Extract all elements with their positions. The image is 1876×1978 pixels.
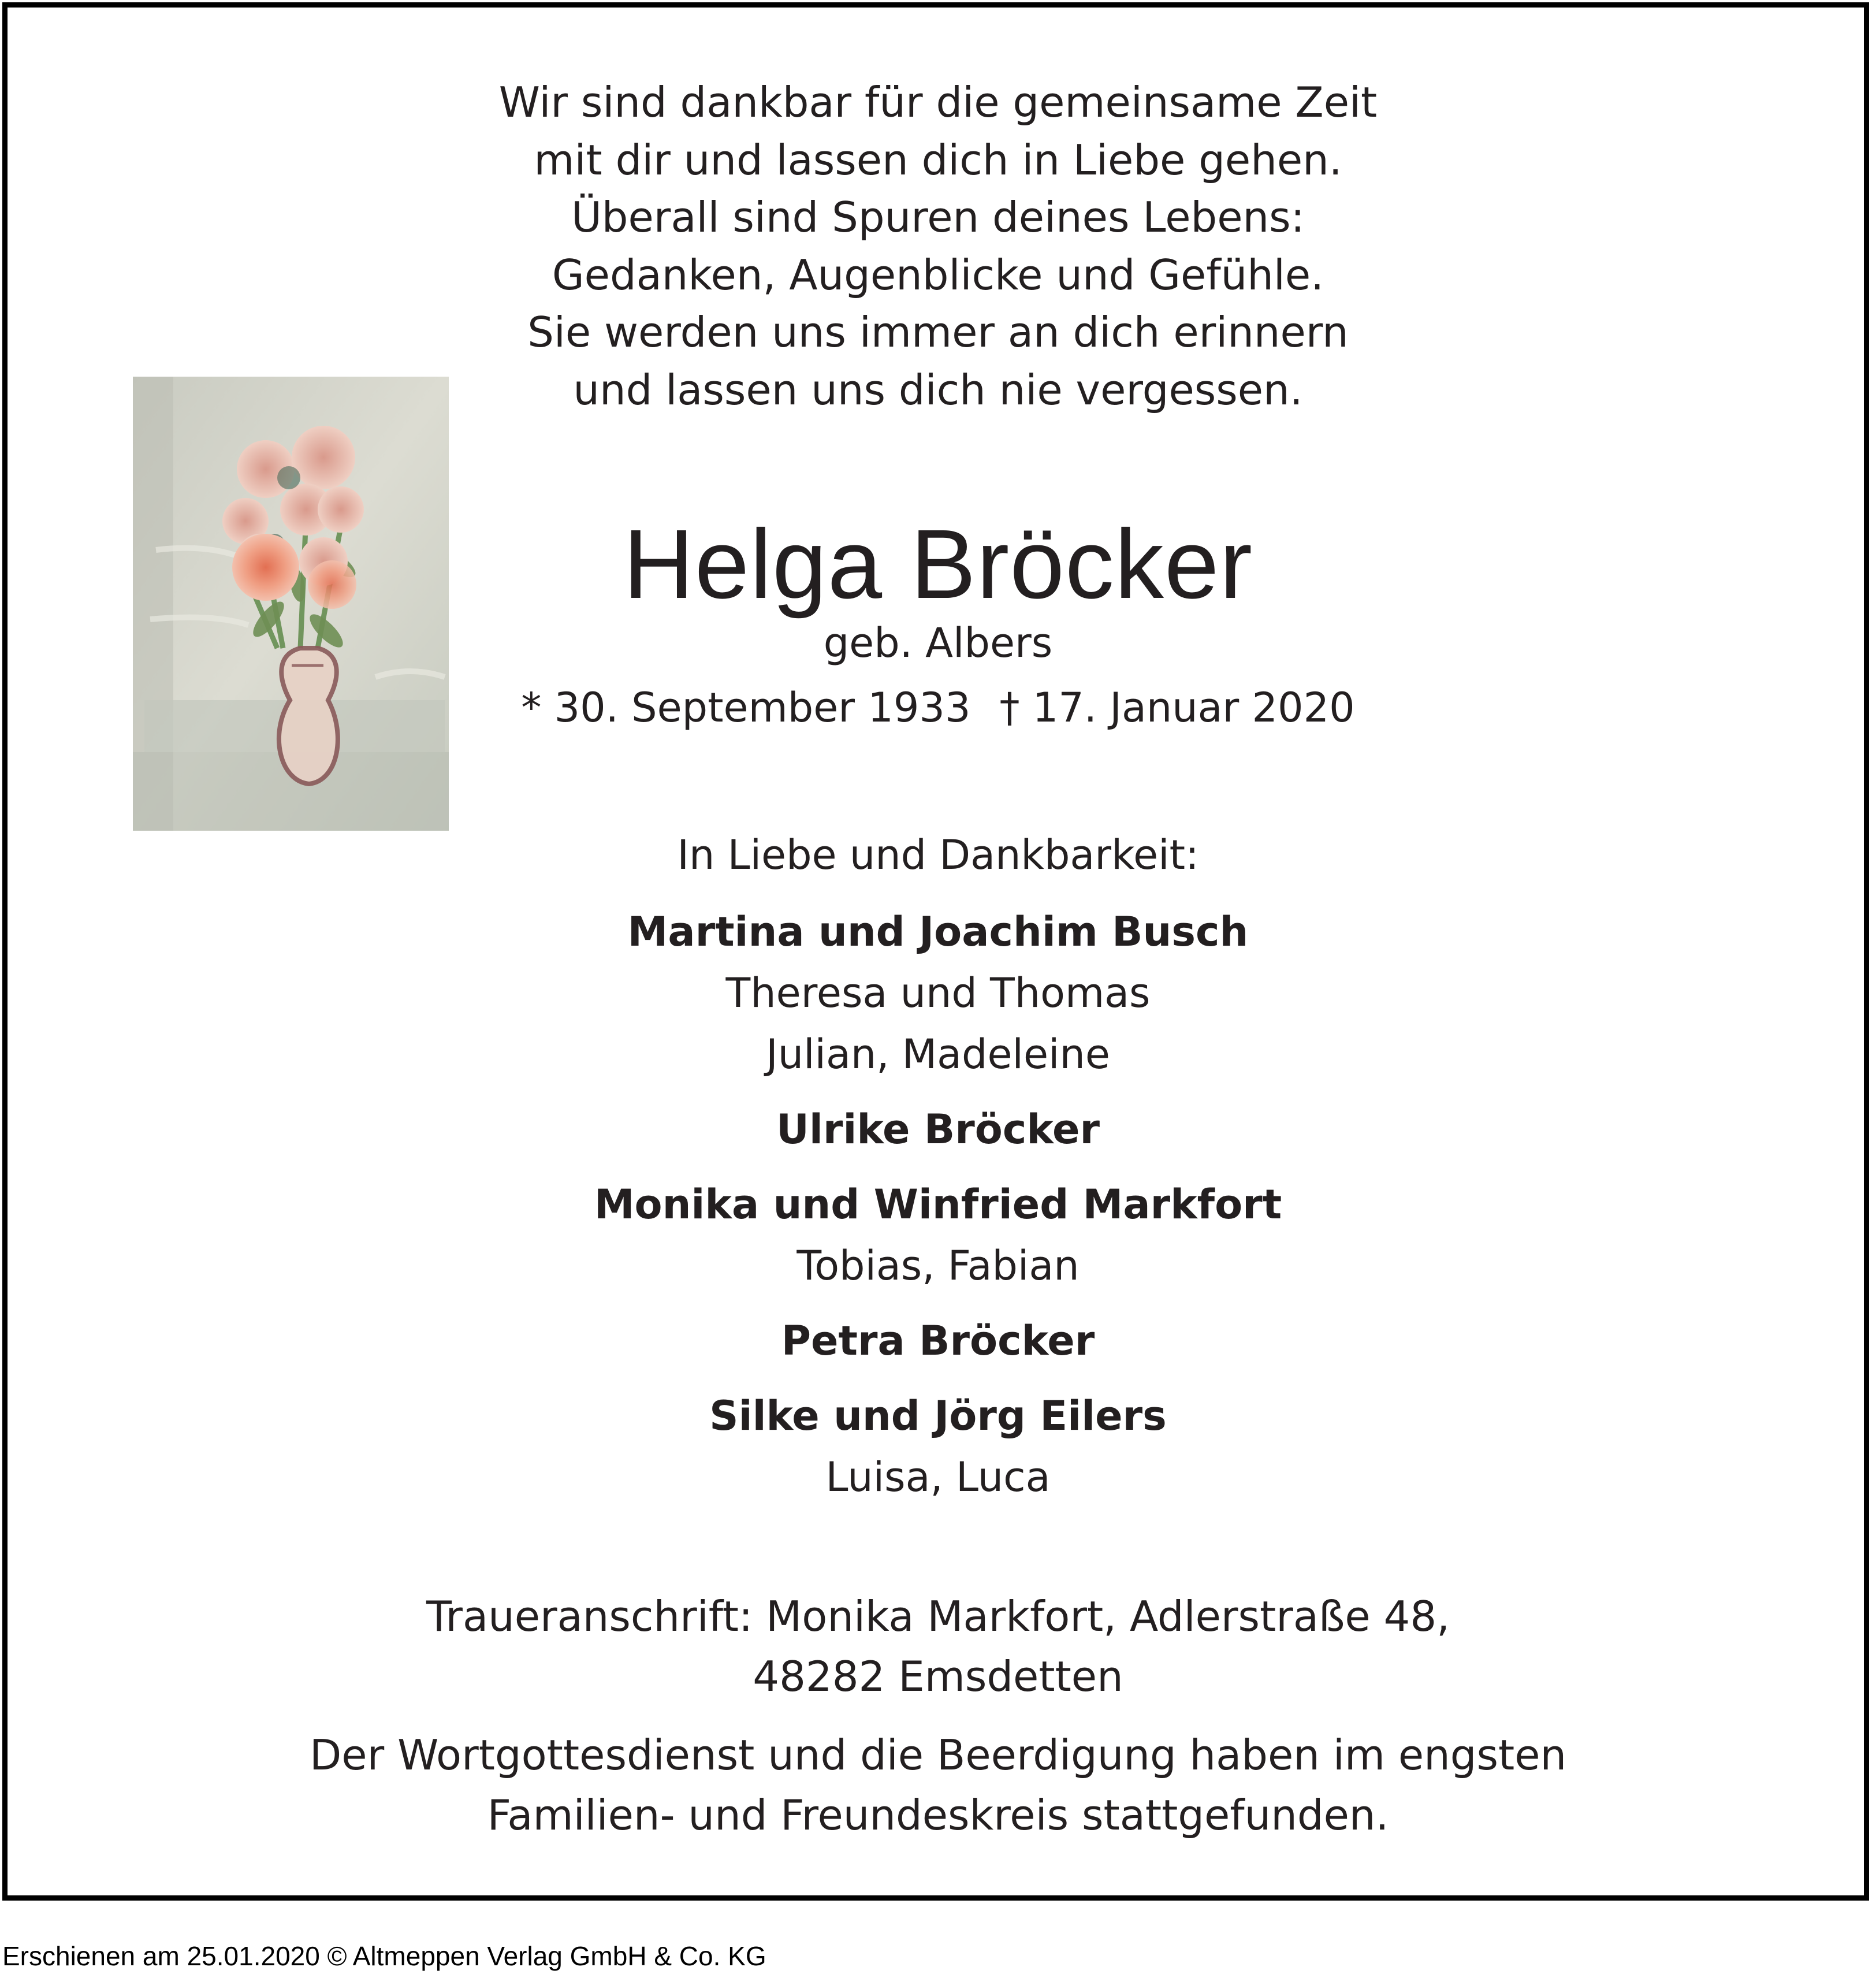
mourner-group-head: Monika und Winfried Markfort [594,1181,1282,1228]
mourner-group-head: Petra Bröcker [781,1317,1095,1364]
death-date: † 17. Januar 2020 [999,684,1355,731]
mourner-group-head: Ulrike Bröcker [776,1106,1100,1153]
address-line: 48282 Emsdetten [753,1652,1123,1701]
poem [0,74,1876,419]
mourner-group-head: Silke und Jörg Eilers [709,1392,1167,1440]
mourner-group-member: Luisa, Luca [825,1453,1051,1501]
poem-line: mit dir und lassen dich in Liebe gehen. [534,135,1342,184]
birth-date: * 30. September 1933 [521,684,971,731]
mourner-group [0,1385,1876,1508]
life-dates [0,682,1876,734]
mourner-group-head: Martina und Joachim Busch [627,908,1249,955]
mourning-address [0,1586,1876,1706]
mourner-group-member: Tobias, Fabian [796,1242,1080,1289]
service-line: Der Wortgottesdienst und die Beerdigung haben im engsten [309,1731,1567,1779]
poem-line: Wir sind dankbar für die gemeinsame Zeit [498,78,1378,127]
mourner-group [0,1099,1876,1160]
poem-line: und lassen uns dich nie vergessen. [573,365,1303,414]
mourner-group-member: Julian, Madeleine [766,1031,1110,1078]
deceased-name: Helga Bröcker [623,510,1253,619]
mourners-intro: In Liebe und Dankbarkeit: [677,831,1199,879]
service-note [0,1725,1876,1845]
mourners-list [0,901,1876,1522]
service-line: Familien- und Freundeskreis stattgefunden. [487,1791,1389,1839]
mourner-group [0,1310,1876,1371]
address-line: Traueranschrift: Monika Markfort, Adlerstraße 48, [426,1592,1450,1641]
mourner-group [0,1174,1876,1296]
publication-footer: Erschienen am 25.01.2020 © Altmeppen Verlag GmbH & Co. KG [2,1941,766,1971]
poem-line: Überall sind Spuren deines Lebens: [571,193,1305,241]
poem-line: Sie werden uns immer an dich erinnern [527,308,1349,356]
poem-line: Gedanken, Augenblicke und Gefühle. [552,250,1324,299]
maiden-name: geb. Albers [823,619,1053,667]
mourner-group-member: Theresa und Thomas [725,969,1151,1017]
mourner-group [0,901,1876,1085]
